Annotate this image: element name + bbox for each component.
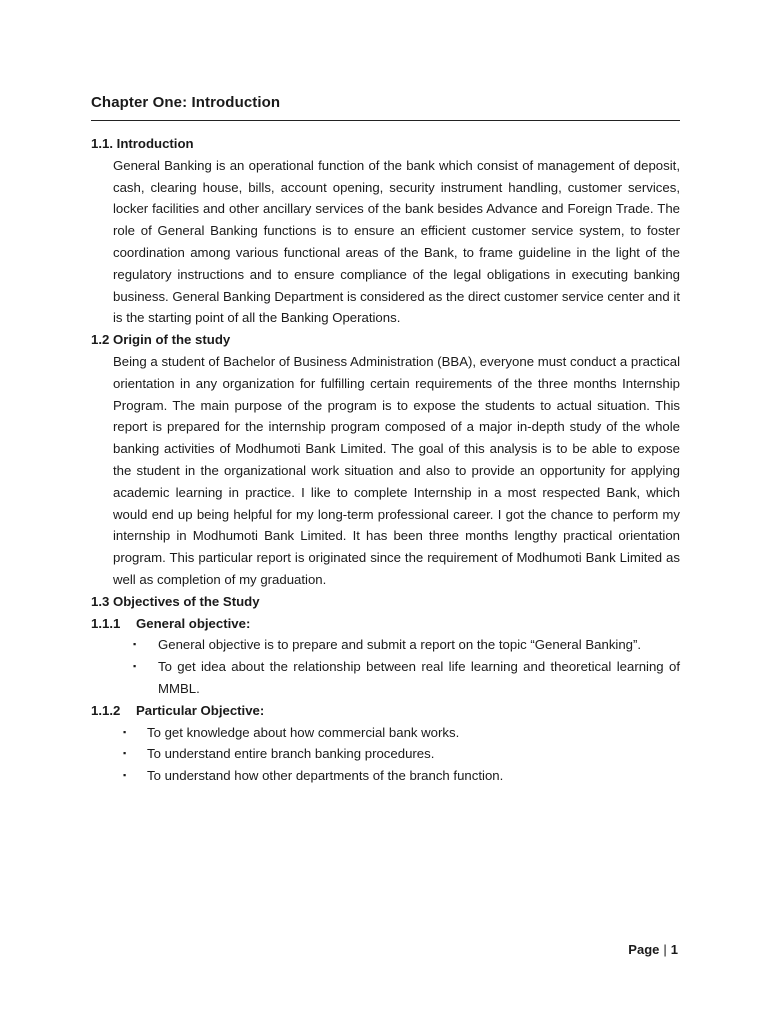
- list-item-text: To get knowledge about how commercial bank works.: [147, 724, 460, 740]
- section-heading-origin: 1.2 Origin of the study: [91, 332, 231, 348]
- general-objective-list: [91, 634, 680, 699]
- bullet-icon: ▪: [133, 639, 137, 650]
- paragraph-origin: Being a student of Bachelor of Business Administration (BBA), everyone must conduct a practical orientation in any organization for fulfilling certain requirements of the three months Internship Program. The main purpose of the program is to expose the students to actual situation. This report is prepared for the internship program composed of a major in-depth study of the whole banking activities of Modhumoti Bank Limited. The goal of this analysis is to be able to expose the student in the organizational work situation and also to provide an opportunity for applying academic learning in practice. I like to complete Internship in a most respected Bank, which would end up being helpful for my long-term professional career. I got the chance to perform my internship in Modhumoti Bank Limited. It has been three months lengthy practical orientation program. This particular report is originated since the requirement of Modhumoti Bank Limited as well as completion of my graduation.: [113, 353, 680, 587]
- subsection-number: 1.1.1: [91, 615, 121, 631]
- list-item: [91, 743, 680, 765]
- section-heading-objectives: 1.3 Objectives of the Study: [91, 593, 260, 609]
- chapter-title: Chapter One: Introduction: [91, 94, 281, 111]
- page-number: 1: [670, 942, 678, 957]
- list-item: [91, 765, 680, 787]
- list-item-text: To get idea about the relationship between real life learning and theoretical learning of MMBL.: [158, 659, 680, 696]
- list-item: [91, 656, 680, 700]
- bullet-icon: ▪: [123, 748, 127, 759]
- paragraph-introduction: General Banking is an operational function of the bank which consist of management of deposit, cash, clearing house, bills, account opening, security instrument handling, customer services, locker facilities and other ancillary services of the bank besides Advance and Foreign Trade. The role of General Banking functions is to ensure an efficient customer service system, to foster coordination among various functional areas of the Bank, to frame guideline in the light of the regulatory instructions and to ensure compliance of the legal obligations in executing banking business. General Banking Department is considered as the direct customer service center and it is the starting point of all the Banking Operations.: [113, 157, 680, 326]
- list-item-text: To understand entire branch banking procedures.: [147, 746, 435, 762]
- subsection-title: Particular Objective:: [136, 702, 265, 718]
- subsection-title: General objective:: [136, 615, 251, 631]
- list-item-text: General objective is to prepare and submit a report on the topic “General Banking”.: [158, 637, 642, 653]
- list-item: [91, 634, 680, 656]
- bullet-icon: ▪: [123, 770, 127, 781]
- particular-objective-list: [91, 722, 680, 787]
- section-heading-introduction: 1.1. Introduction: [91, 136, 194, 151]
- page-footer: [628, 942, 678, 957]
- page-label: Page: [628, 942, 660, 957]
- list-item: [91, 722, 680, 744]
- bullet-icon: ▪: [133, 661, 137, 672]
- subsection-heading-particular: [91, 700, 680, 722]
- page-separator: |: [663, 942, 667, 957]
- subsection-number: 1.1.2: [91, 702, 121, 718]
- subsection-heading-general: [91, 613, 680, 635]
- list-item-text: To understand how other departments of the branch function.: [147, 768, 504, 784]
- bullet-icon: ▪: [123, 726, 127, 737]
- title-divider: [91, 120, 680, 121]
- document-body: [91, 133, 680, 787]
